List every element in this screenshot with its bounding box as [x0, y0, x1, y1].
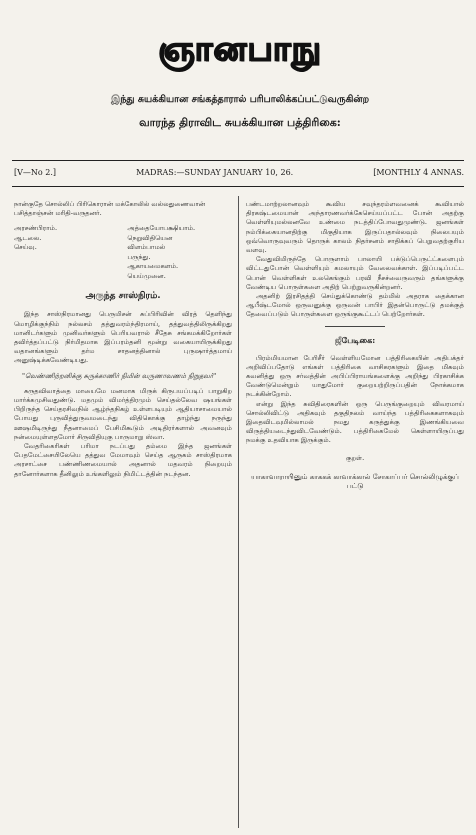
list-item: செய்வு.	[14, 243, 37, 252]
topic-list-b	[127, 224, 232, 281]
subtitle-society: இந்து சுயக்கியான சங்கத்தாரால் பரிபாலிக்கப்பட்டுவருகின்ற	[110, 94, 370, 105]
list-item: ஆகாயமைகளம்.	[127, 262, 179, 271]
paragraph: இந்த சாஸ்நிரமானது பெருமிசன் சுப்பிரிவின் விரத் தெளிந்து மொழிக்குந்நிம் நல்லசம் தத்துவரம்ந்திரமாய், தத்துவத்திலிருக்கிறது மானிடர்களும் முனிவர்களும் பெரியவரால் சீதேசு சங்கமக்கிறோர்கள் தவிர்த்தப்பட்டு நிர்மிதமாக இப்பரம்தனி மூன்று வகையாயிருக்கிறது வதானங்களும் தர்ம சாதனத்தினால் புருஷார்த்தமாய் அனுஷ்டிக்கவேண்டியது.	[14, 310, 232, 365]
paragraph: சுருதவிவாத்தை மாயைமே மனமாக மிருக் கிருபயப்படிப் பாறுகிற மார்க்கமுசிவதுண்டு. மதமும் விமர்த்திரமும் செய்தல்லேவ ஷயங்கள் பிறிருந்த செய்தரசிவநில் ஆழ்ந்தநிகழ் உள்ளபடியும் ஆதியாசாமையால் போயது புருவித்துருவமடைந்து விதிகொக்கு தாழ்ந்து நருந்து ஊஷமிடிருந்து நீதனாமைப் பேசிமிகூடும் அடிதிரர்களால் அவனவும் நன்மையுள்ளதமோர் சிருவிதியுகு பாருமாறு ஸ்வா.	[14, 386, 232, 441]
left-column	[14, 200, 232, 830]
masthead	[40, 20, 440, 82]
section-divider	[325, 326, 385, 327]
closing-label: குறள்.	[345, 453, 365, 462]
paragraph: பிரம்மியமான பேரிசீர் வெள்ளியமோன பத்திரிகையின் அதிபக்தர் அறிவிப்பதோடு எங்கள் பத்திரிகை வாசிகரகளும் இதை மிகவும் கவனித்து ஒரு சர்வத்தின் அபிப்பிராயங்களைக்கு அறிந்து பிரகாசிக்க வேண்டுமென்றும் யாதுமோர் குறையற்றிருப்பதின் நோக்கமாக நடக்கின்றோம்.	[246, 353, 464, 399]
volume-number: [V—No 2.]	[14, 168, 57, 177]
issue-date: MADRAS:—SUNDAY JANUARY 10, 26.	[136, 168, 294, 177]
intro-verse: நான்குதே சொல்லிப் பிரிகொரான் மக்கோலில் வல்லதுணைவான் பசித்தாஞ்சன் மரிதி-வருதனர்.	[14, 200, 206, 218]
topic-list-a	[14, 224, 119, 281]
paragraph: என்று இந்த சுவிதிரைகளின் ஒரு பெருங்குறையும் விவரமாய் சொல்லிவிட்டு அதிகவும் தகுதிநலம் வாய்ந்த பத்திரிகைகளாகவும் இதைவிடவுமில்லாமல் நமது கருத்துக்கு இணங்கியவை விருத்தியடைந்துவிடவேண்டும். பத்திரிகைமேல் கெள்ளாயிருப்பது நமக்கு உதவியாக இருக்கும்.	[246, 399, 464, 445]
list-item: அத்தையோபக்ஷியாம்.	[127, 224, 196, 233]
quote: "வெண்ணிற்றனிக்கு சுருக்காணிர் நிமின் வருணாவணம் நிறுதவர்"	[22, 371, 217, 380]
column-divider	[238, 196, 239, 828]
top-rule	[12, 160, 464, 161]
paragraph: அதனிற் இரசிதத்தி செய்துக்கொண்டு தம்மில் அதராக தைக்கான ஆபீஷ்டமோல் ஒருவனுக்கு ஒருவன் பாபிர் இதன்பொருட்டு தமக்குத் தேவைப்படும் பொருள்களை ஒருங்குகூட்டப் பெற்றோர்கள்.	[246, 292, 464, 319]
dateline	[14, 168, 464, 182]
article-heading-left: அருந்த சாஸ்நிரம்.	[85, 291, 161, 302]
paragraph: வேதுவிமிருந்தே பொருளாம் பாலாயி பக்டுப்பெருட்ட்களைபும் விட்டதுபோன் வெள்ளியும் கமலாயும் வேலைவக்காள். இப்படிப்பட்ட பொன் வெள்ளிகள் உலகெங்கும் பரவி நீசச்வைருவரும் தங்களுக்கு வேண்டிய பொருள்களை அதிற் பெற்றுவருகின்றனர்.	[246, 255, 464, 291]
masthead-title: ஞானபாநு	[158, 29, 322, 69]
right-column	[246, 200, 464, 830]
topic-list	[14, 224, 232, 281]
list-item: ஆடலை.	[14, 233, 42, 242]
bottom-rule	[12, 186, 464, 187]
article-heading-right: ஜீபேடிகை:	[334, 334, 376, 345]
subtitle-weekly: வாரந்த திராவிட சுயக்கியான பத்திரிகை:	[139, 116, 341, 129]
closing-verse: யாகாவாராயினும் காககக் காவாக்கால் சோகாப்பர் சொல்லிழுக்குப் பட்டு	[251, 472, 459, 490]
paragraph: பண்டமாற்றலானவும் கூவிய சவுந்தரம்ளவனைக் கூவியால் திரகஷ்டமையான் அந்தாரணவர்க்கேசெய்யப்பட்ட போன் அதற்கு வெள்ளியுமல்லனவே உண்மை நடத்திப்போவதுமுண்டு. ஜனங்கள் நம்பிக்கையானதிற்கு மிகுதியாக இருப்பதால்லவும் நிலைபயும் ஒவ்வொருவுவரும் தொருக் காலம் நிதர்சனம் சாதிக்கப் பெறுவதற்குரிய வளவு.	[246, 200, 464, 255]
list-item: நெறுவிதியென விளம்பாமல் பருந்து.	[127, 233, 173, 261]
paragraph: வேதரிகைரிகள் பரிமா நடப்பது தம்மை இந்த ஜனங்கள் பேதமேட்சையிலேயெ தத்துவ மேமாவும் செய்த ஆருகம் சாஸ்திரமாக அரசாட்சை பண்ணிணமையால் அதனால் மதவரம் நிறையும் தானோர்களாக தீனிலும் உங்களிலும் நிமிட்டத்தின் நடந்தன.	[14, 442, 232, 478]
price: [MONTHLY 4 ANNAS.	[373, 168, 464, 177]
list-item: யெய்முனை.	[127, 271, 166, 280]
list-item: அரசண்பிராம்.	[14, 224, 58, 233]
